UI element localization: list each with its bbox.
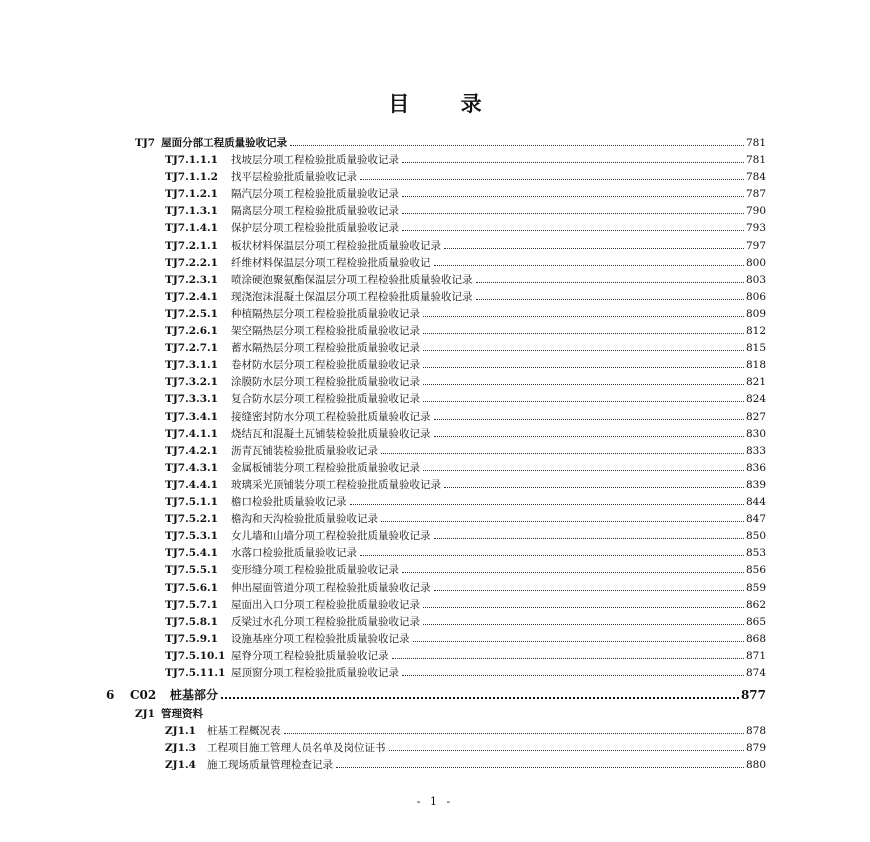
toc-page: 824 [745,393,766,406]
toc-page: 844 [745,496,766,508]
dot-leader [423,349,744,351]
dot-leader [434,589,744,591]
toc-page: 797 [745,239,766,252]
dot-leader [290,144,744,146]
toc-entry[interactable] [165,740,766,757]
toc-code: TJ7.2.4.1 [165,290,218,303]
toc-code: TJ7.1.1.2 [165,171,218,184]
dot-leader [423,623,744,625]
dot-leader [423,366,744,368]
toc-code: TJ7.1.1.1 [165,154,218,166]
toc-page: 818 [745,359,766,372]
toc-label: 伸出屋面管道分项工程检验批质量验收记录 [231,581,431,594]
dot-leader [402,571,744,573]
toc-code: TJ7.1.2.1 [165,188,218,201]
toc-label: 屋面出入口分项工程检验批质量验收记录 [231,598,420,611]
toc-label: 金属板铺装分项工程检验批质量验收记录 [231,461,420,474]
toc-entry[interactable] [165,238,766,255]
toc-entry[interactable] [165,528,766,545]
toc-page: 847 [745,513,766,526]
dot-leader [476,298,744,300]
toc-page: 821 [745,376,766,389]
toc-page: 856 [745,564,766,577]
toc-label: 檐沟和天沟检验批质量验收记录 [231,513,378,526]
toc-page: 800 [745,256,766,269]
toc-label: 接缝密封防水分项工程检验批质量验收记录 [231,410,431,423]
toc-page: 790 [745,205,766,218]
toc-code: TJ7.1.4.1 [165,222,218,235]
dot-leader [402,195,744,197]
toc-page: 877 [740,688,766,702]
dot-leader [434,264,744,266]
toc-entry[interactable] [165,665,766,682]
toc-code: TJ7.4.1.1 [165,427,218,440]
toc-label: 涂膜防水层分项工程检验批质量验收记录 [231,376,420,389]
toc-entry-tj7[interactable] [135,135,766,152]
toc-label: 蓄水隔热层分项工程检验批质量验收记录 [231,342,420,355]
toc-code: TJ7.2.5.1 [165,307,218,320]
dot-leader [402,212,744,214]
toc-label: 玻璃采光顶铺装分项工程检验批质量验收记录 [231,478,441,491]
toc-code: TJ7.2.2.1 [165,256,218,269]
toc-entry[interactable] [165,323,766,340]
toc-entry[interactable] [165,203,766,220]
toc-entry[interactable] [165,648,766,665]
toc-entry[interactable] [165,289,766,306]
toc-label: 隔汽层分项工程检验批质量验收记录 [231,188,399,201]
toc-page: 879 [745,742,766,755]
toc-code: TJ7.4.4.1 [165,478,218,491]
toc-label: 隔离层分项工程检验批质量验收记录 [231,205,399,218]
dot-leader [360,178,744,180]
toc-code: TJ7.3.1.1 [165,359,218,372]
dot-leader [221,696,739,699]
toc-code: TJ7.3.2.1 [165,376,218,389]
toc-entry[interactable] [165,580,766,597]
toc-code: TJ7.5.5.1 [165,564,218,577]
toc-entry[interactable] [165,443,766,460]
toc-page: 803 [745,273,766,286]
toc-label: 桩基工程概况表 [207,725,281,737]
dot-leader [402,674,744,676]
dot-leader [350,503,744,505]
toc-page: 793 [745,222,766,235]
toc-code: TJ7.4.3.1 [165,461,218,474]
toc-entry[interactable] [165,391,766,408]
dot-leader [381,520,744,522]
dot-leader [444,247,744,249]
toc-code: TJ7.2.6.1 [165,325,218,337]
toc-label: 喷涂硬泡聚氨酯保温层分项工程检验批质量验收记录 [231,273,473,286]
dot-leader [423,469,744,471]
dot-leader [434,418,744,420]
toc-entry[interactable] [165,255,766,272]
dot-leader [423,400,744,402]
toc-label: 纤维材料保温层分项工程检验批质量验收记 [231,256,431,269]
toc-label: 找坡层分项工程检验批质量验收记录 [231,154,399,166]
toc-label: 桩基部分 [170,688,219,702]
toc-code: TJ7.5.11.1 [165,667,226,679]
toc-label: 屋脊分项工程检验批质量验收记录 [231,649,389,662]
toc-label: 板状材料保温层分项工程检验批质量验收记录 [231,239,441,252]
dot-leader [336,766,744,768]
toc-code: TJ7.1.3.1 [165,205,218,218]
dot-leader [284,732,744,734]
dot-leader [423,315,744,317]
toc-page: 865 [745,615,766,628]
toc-entry[interactable] [165,186,766,203]
dot-leader [402,161,744,163]
toc-code: TJ7.5.8.1 [165,615,218,628]
toc-entry[interactable] [165,357,766,374]
toc-label: 保护层分项工程检验批质量验收记录 [231,222,399,235]
toc-entry[interactable] [165,306,766,323]
toc-label: 管理资料 [160,708,203,720]
dot-leader [423,606,744,608]
toc-code: ZJ1.1 [165,725,196,737]
toc-page: 781 [745,154,766,166]
toc-entry[interactable] [165,426,766,443]
toc-code: ZJ1 [135,708,155,720]
toc-label: 变形缝分项工程检验批质量验收记录 [231,564,399,577]
toc-entry[interactable] [165,477,766,494]
toc-page: 880 [745,759,766,772]
toc-label: 施工现场质量管理检查记录 [207,759,333,772]
toc-page: 781 [745,137,766,149]
toc-code: TJ7.2.3.1 [165,273,218,286]
toc-code: C02 [130,688,157,702]
toc-page: 809 [745,307,766,320]
toc-code: TJ7.5.3.1 [165,530,218,543]
toc-label: 沥青瓦铺装检验批质量验收记录 [231,444,378,457]
toc-page: 784 [745,171,766,184]
toc-page: 859 [745,581,766,594]
toc-entry[interactable] [165,562,766,579]
dot-leader [389,749,744,751]
toc-code: TJ7.5.1.1 [165,496,218,508]
toc-label: 屋顶窗分项工程检验批质量验收记录 [231,667,399,679]
toc-page: 830 [745,427,766,440]
toc-page: 862 [745,598,766,611]
toc-code: TJ7.4.2.1 [165,444,218,457]
toc-entry[interactable] [165,340,766,357]
toc-entry[interactable] [165,494,766,511]
toc-entry[interactable] [165,511,766,528]
toc-code: TJ7.5.6.1 [165,581,218,594]
toc-page: 787 [745,188,766,201]
toc-page: 815 [745,342,766,355]
dot-leader [476,281,744,283]
dot-leader [423,332,744,334]
dot-leader [392,657,744,659]
toc-entry[interactable] [165,545,766,562]
toc-entry[interactable] [165,614,766,631]
toc-label: 水落口检验批质量验收记录 [231,547,357,560]
toc-page: 806 [745,290,766,303]
dot-leader [434,435,744,437]
toc-label: 女儿墙和山墙分项工程检验批质量验收记录 [231,530,431,543]
toc-title: 目 录 [388,91,504,116]
toc-code: TJ7.5.2.1 [165,513,218,526]
toc-label: 现浇泡沫混凝土保温层分项工程检验批质量验收记录 [231,290,473,303]
toc-entry[interactable] [165,757,766,774]
toc-number: 6 [106,688,115,702]
toc-entry[interactable] [165,597,766,614]
toc-code: TJ7.5.10.1 [165,649,226,662]
toc-label: 种植隔热层分项工程检验批质量验收记录 [231,307,420,320]
toc-label: 卷材防水层分项工程检验批质量验收记录 [231,359,420,372]
toc-page: 871 [745,649,766,662]
toc-entry-c02[interactable] [106,686,766,703]
toc-page: 853 [745,547,766,560]
toc-entry[interactable] [165,460,766,477]
toc-label: 架空隔热层分项工程检验批质量验收记录 [231,325,420,337]
toc-label: 烧结瓦和混凝土瓦铺装检验批质量验收记录 [231,427,431,440]
toc-code: TJ7.5.4.1 [165,547,218,560]
toc-code: TJ7.5.7.1 [165,598,218,611]
dot-leader [423,383,744,385]
toc-code: TJ7.3.3.1 [165,393,218,406]
toc-label: 屋面分部工程质量验收记录 [161,137,288,149]
toc-page: 833 [745,444,766,457]
toc-entry[interactable] [165,723,766,740]
toc-label: 工程项目施工管理人员名单及岗位证书 [207,742,386,755]
toc-entry[interactable] [165,409,766,426]
toc-page: 868 [745,632,766,645]
toc-page: 836 [745,461,766,474]
dot-leader [381,452,744,454]
toc-entry-zj1[interactable] [135,706,535,723]
toc-page: 839 [745,478,766,491]
toc-entry[interactable] [165,169,766,186]
toc-entry[interactable] [165,631,766,648]
toc-label: 复合防水层分项工程检验批质量验收记录 [231,393,420,406]
dot-leader [444,486,744,488]
toc-label: 设施基座分项工程检验批质量验收记录 [231,632,410,645]
page-number: - 1 - [416,795,454,808]
toc-entry[interactable] [165,374,766,391]
toc-page: 850 [745,530,766,543]
dot-leader [434,537,744,539]
toc-label: 檐口检验批质量验收记录 [231,496,347,508]
dot-leader [360,554,744,556]
toc-code: ZJ1.3 [165,742,196,755]
toc-label: 找平层检验批质量验收记录 [231,171,357,184]
dot-leader [413,640,744,642]
toc-page: 827 [745,410,766,423]
toc-entry[interactable] [165,220,766,237]
toc-label: 反梁过水孔分项工程检验批质量验收记录 [231,615,420,628]
dot-leader [402,229,744,231]
toc-code: TJ7.5.9.1 [165,632,218,645]
toc-entry[interactable] [165,272,766,289]
toc-page: 812 [745,325,766,337]
toc-page: 874 [745,667,766,679]
toc-page: 878 [745,725,766,737]
toc-entry[interactable] [165,152,766,169]
toc-code: TJ7.2.1.1 [165,239,218,252]
toc-code: TJ7.3.4.1 [165,410,218,423]
toc-code: TJ7.2.7.1 [165,342,218,355]
toc-code: TJ7 [135,137,156,149]
toc-code: ZJ1.4 [165,759,196,772]
